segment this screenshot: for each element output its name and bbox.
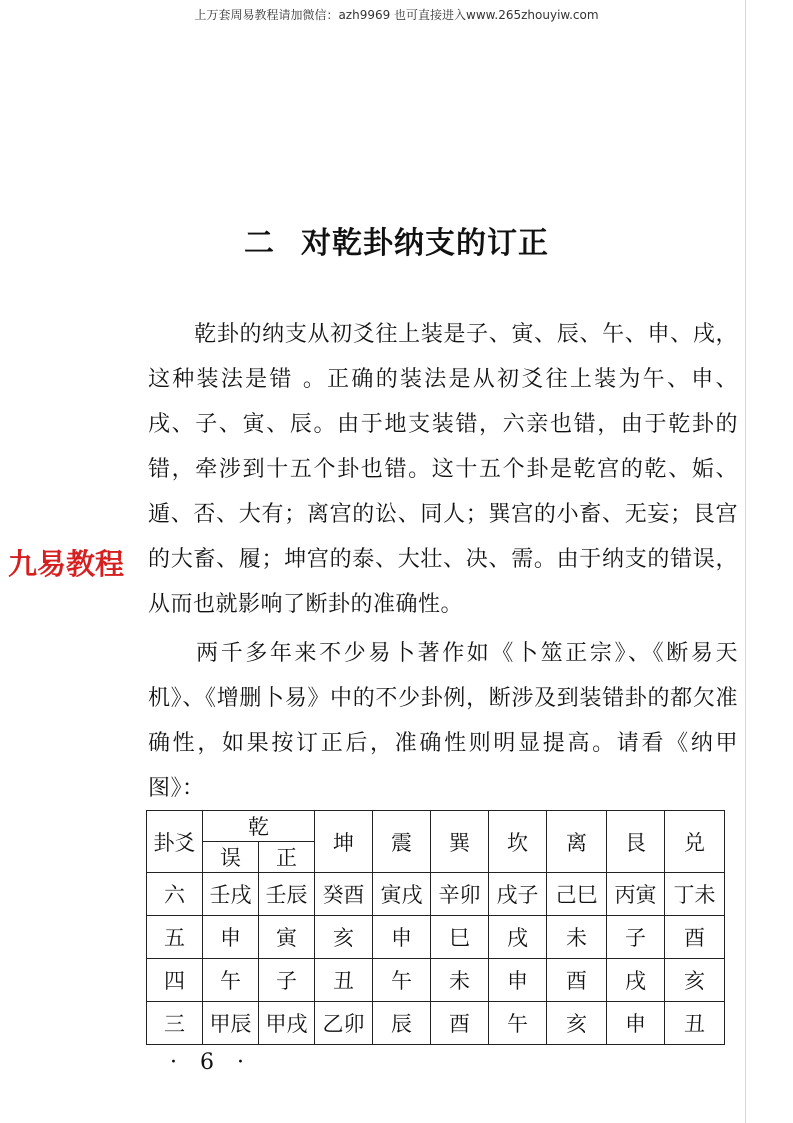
qian-wrong-header: 误 (203, 842, 259, 873)
table-cell: 壬辰 (259, 873, 315, 916)
paragraph (148, 631, 738, 811)
trigram-header: 坤 (315, 811, 373, 873)
table-header-row (147, 811, 725, 842)
yao-cell: 五 (147, 916, 203, 959)
yao-cell: 三 (147, 1002, 203, 1045)
table-cell: 丁未 (665, 873, 725, 916)
section-title: 对乾卦纳支的订正 (301, 226, 549, 261)
table-cell: 癸酉 (315, 873, 373, 916)
table-cell: 午 (373, 959, 431, 1002)
table-cell: 寅戌 (373, 873, 431, 916)
table-cell: 申 (489, 959, 547, 1002)
table-row (147, 873, 725, 916)
table-cell: 酉 (431, 1002, 489, 1045)
table-cell: 午 (203, 959, 259, 1002)
table-cell: 巳 (431, 916, 489, 959)
table-cell: 酉 (665, 916, 725, 959)
trigram-header: 巽 (431, 811, 489, 873)
qian-header: 乾 (203, 811, 315, 842)
table-cell: 酉 (547, 959, 607, 1002)
table-cell: 亥 (547, 1002, 607, 1045)
table-cell: 未 (547, 916, 607, 959)
table-cell: 申 (203, 916, 259, 959)
table-cell: 戌 (489, 916, 547, 959)
watermark: 九易教程 (8, 547, 125, 581)
trigram-header: 坎 (489, 811, 547, 873)
trigram-header: 兑 (665, 811, 725, 873)
paragraph-text: 两千多年来不少易卜著作如《卜筮正宗》、《断易天机》、《增删卜易》中的不少卦例，断涉及到装错卦的都欠准确性，如果按订正后，准确性则明显提高。请看《纳甲图》： (148, 641, 738, 801)
header-note: 上万套周易教程请加微信：azh9969 也可直接进入www.265zhouyiw.com (194, 8, 599, 22)
table-cell: 丙寅 (607, 873, 665, 916)
paragraph-text: 乾卦的纳支从初爻往上装是子、寅、辰、午、申、戌，这种装法是错 。正确的装法是从初爻往上装为午、申、戌、子、寅、辰。由于地支装错，六亲也错，由于乾卦的错，牵涉到十五个卦也错。这十五个卦是乾宫的乾、姤、遁、否、大有；离宫的讼、同人；巽宫的小畜、无妄；艮宫的大畜、履；坤宫的泰、大壮、决、需。由于纳支的错误，从而也就影响了断卦的准确性。 (148, 322, 738, 617)
table-cell: 申 (607, 1002, 665, 1045)
table-cell: 寅 (259, 916, 315, 959)
trigram-header: 离 (547, 811, 607, 873)
table-cell: 子 (607, 916, 665, 959)
table-row (147, 959, 725, 1002)
trigram-header: 艮 (607, 811, 665, 873)
trigram-header: 震 (373, 811, 431, 873)
table-cell: 申 (373, 916, 431, 959)
page-edge (745, 0, 746, 1123)
yao-cell: 四 (147, 959, 203, 1002)
section-heading (0, 218, 793, 262)
table-cell: 子 (259, 959, 315, 1002)
table-row (147, 1002, 725, 1045)
table-cell: 午 (489, 1002, 547, 1045)
yao-cell: 六 (147, 873, 203, 916)
table-cell: 亥 (315, 916, 373, 959)
table-cell: 戌 (607, 959, 665, 1002)
table-cell: 壬戌 (203, 873, 259, 916)
najia-table (146, 810, 725, 1045)
table-cell: 甲辰 (203, 1002, 259, 1045)
table-cell: 己巳 (547, 873, 607, 916)
paragraph (148, 312, 738, 627)
table-cell: 甲戌 (259, 1002, 315, 1045)
table-cell: 辰 (373, 1002, 431, 1045)
table-cell: 丑 (315, 959, 373, 1002)
table-cell: 亥 (665, 959, 725, 1002)
body-text (148, 312, 738, 811)
table-cell: 未 (431, 959, 489, 1002)
corner-header: 卦爻 (147, 811, 203, 873)
section-number: 二 (244, 226, 275, 261)
page-number: · 6 · (170, 1050, 252, 1075)
table-cell: 辛卯 (431, 873, 489, 916)
table-cell: 丑 (665, 1002, 725, 1045)
table-row (147, 916, 725, 959)
table-cell: 戌子 (489, 873, 547, 916)
table-cell: 乙卯 (315, 1002, 373, 1045)
qian-correct-header: 正 (259, 842, 315, 873)
